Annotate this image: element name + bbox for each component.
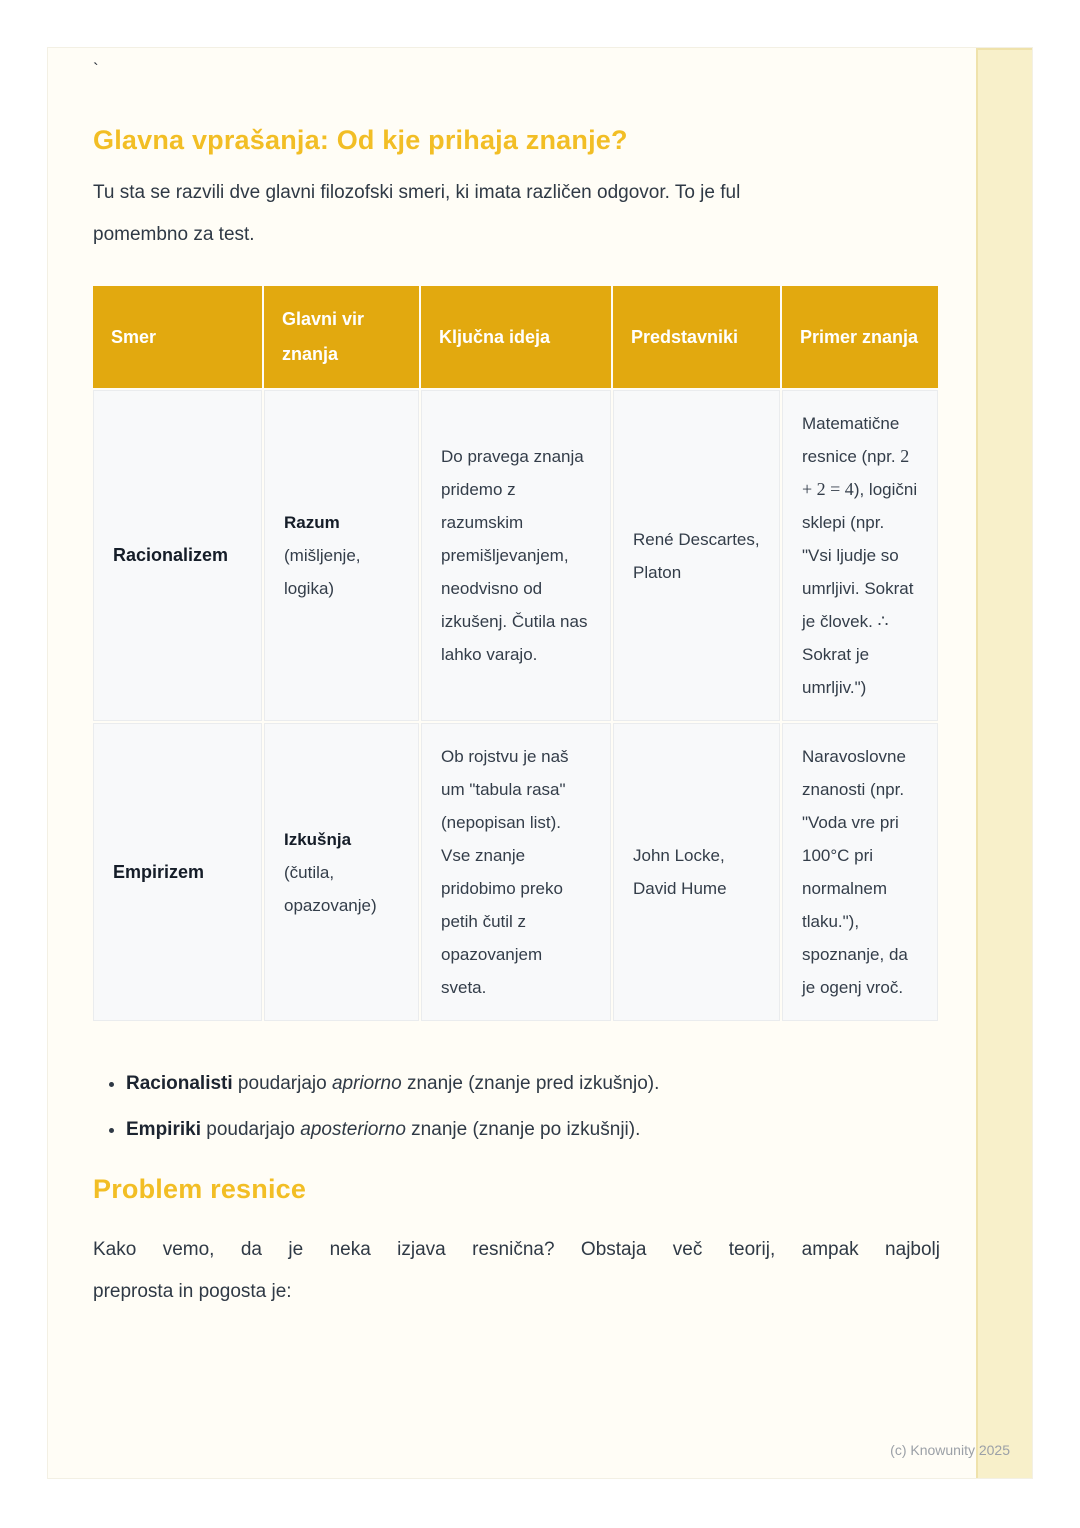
page-content [48, 48, 1032, 1313]
cell-kljucna-ideja: Ob rojstvu je naš um "tabula rasa" (nepopisan list). Vse znanje pridobimo preko petih čutil z opazovanjem sveta. [421, 723, 611, 1021]
cell-smer: Empirizem [93, 723, 262, 1021]
closing-line: preprosta in pogosta je: [93, 1281, 292, 1302]
list-text: poudarjajo [200, 1119, 301, 1140]
cell-term-detail: (čutila, opazovanje) [284, 862, 377, 915]
cell-term-detail: (mišljenje, logika) [284, 546, 361, 598]
document-page [48, 48, 1032, 1478]
intro-paragraph [93, 172, 940, 256]
list-item-racionalisti [126, 1063, 940, 1105]
col-header-kljucna-ideja: Ključna ideja [421, 286, 611, 388]
col-header-primer-znanja: Primer znanja [782, 286, 938, 388]
list-term: Empiriki [126, 1119, 201, 1140]
list-emphasis: apriorno [331, 1073, 402, 1094]
primer-text: Naravoslovne znanosti (npr. "Voda vre pri 100°C pri normalnem tlaku."), spoznanje, da je ogenj vroč. [802, 747, 908, 997]
list-text: poudarjajo [232, 1073, 332, 1094]
table-row-racionalizem [93, 390, 938, 721]
list-item-empiriki [126, 1109, 940, 1151]
cell-term: Izkušnja [284, 829, 352, 849]
heading-main: Glavna vprašanja: Od kje prihaja znanje? [93, 125, 628, 155]
cell-primer-znanja [782, 723, 938, 1021]
notes-list [93, 1063, 940, 1151]
list-text: znanje (znanje po izkušnji). [405, 1119, 641, 1140]
cell-smer: Racionalizem [93, 390, 262, 721]
list-text: znanje (znanje pred izkušnjo). [401, 1073, 660, 1094]
closing-paragraph [93, 1229, 940, 1313]
stray-backtick: ` [93, 60, 99, 79]
heading-problem-resnice: Problem resnice [93, 1174, 307, 1204]
list-emphasis: aposteriorno [300, 1119, 406, 1140]
math-expression: 2 + 2 = 4 [802, 446, 910, 499]
cell-glavni-vir [264, 390, 419, 721]
col-header-glavni-vir: Glavni vir znanja [264, 286, 419, 388]
cell-predstavniki: René Descartes, Platon [613, 390, 780, 721]
intro-line: Tu sta se razvili dve glavni filozofski smeri, ki imata različen odgovor. To je ful [93, 182, 741, 203]
cell-term: Razum [284, 513, 340, 532]
col-header-smer: Smer [93, 286, 262, 388]
list-term: Racionalisti [126, 1073, 233, 1094]
cell-primer-znanja [782, 390, 938, 721]
cell-glavni-vir [264, 723, 419, 1021]
col-header-predstavniki: Predstavniki [613, 286, 780, 388]
copyright-note: (c) Knowunity 2025 [890, 1442, 1010, 1458]
closing-line: Kako vemo, da je neka izjava resnična? Obstaja več teorij, ampak najbolj [93, 1239, 940, 1260]
cell-kljucna-ideja: Do pravega znanja pridemo z razumskim premišljevanjem, neodvisno od izkušenj. Čutila nas lahko varajo. [421, 390, 611, 721]
comparison-table [91, 284, 940, 1023]
intro-line: pomembno za test. [93, 224, 255, 245]
cell-predstavniki: John Locke, David Hume [613, 723, 780, 1021]
table-row-empirizem [93, 723, 938, 1021]
primer-text: Matematične resnice (npr. [802, 414, 901, 466]
table-header-row [93, 286, 938, 388]
primer-text: ), logični sklepi (npr. "Vsi ljudje so umrljivi. Sokrat je človek. ∴ Sokrat je umrljiv.") [802, 480, 918, 697]
